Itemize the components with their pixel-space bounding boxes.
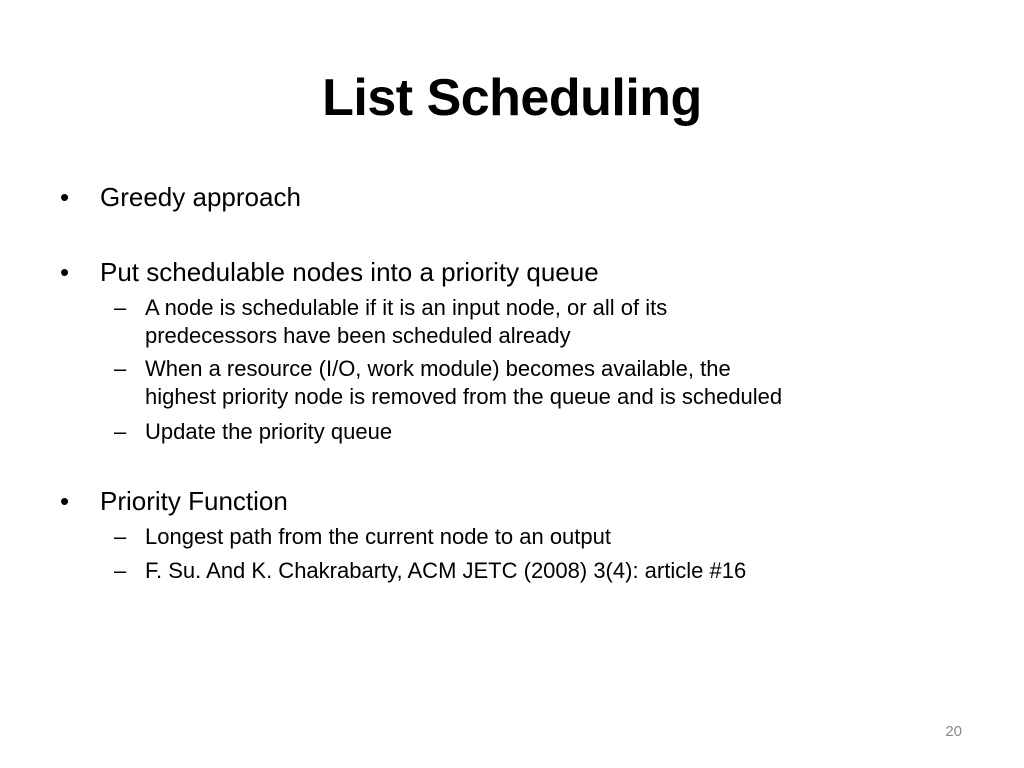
dash-icon: – [114,558,127,583]
sub-bullet-text [145,355,945,411]
bullet-dot-icon: • [60,257,70,287]
sub-bullet-line: A node is schedulable if it is an input node, or all of its [145,295,668,320]
page-number: 20 [945,723,962,740]
sub-bullet-text [145,523,945,551]
dash-icon: – [114,524,127,549]
bullet-dot-icon: • [60,486,70,516]
dash-icon: – [114,295,127,320]
sub-bullet-text [145,418,945,446]
sub-bullet-line: When a resource (I/O, work module) becomes available, the [145,356,731,381]
sub-bullet-line: Update the priority queue [145,419,393,444]
slide-title: List Scheduling [322,69,702,127]
sub-bullet-line: F. Su. And K. Chakrabarty, ACM JETC (2008) 3(4): article #16 [145,558,747,583]
sub-bullet-text [145,557,945,585]
bullet-dot-icon: • [60,182,70,212]
sub-bullet-line: predecessors have been scheduled already [145,323,571,348]
sub-bullet-text [145,294,945,350]
bullet-text: Put schedulable nodes into a priority queue [100,257,599,287]
dash-icon: – [114,356,127,381]
sub-bullet-line: highest priority node is removed from the queue and is scheduled [145,384,783,409]
sub-bullet-line: Longest path from the current node to an output [145,524,611,549]
bullet-text: Priority Function [100,486,288,516]
bullet-text: Greedy approach [100,182,301,212]
dash-icon: – [114,419,127,444]
